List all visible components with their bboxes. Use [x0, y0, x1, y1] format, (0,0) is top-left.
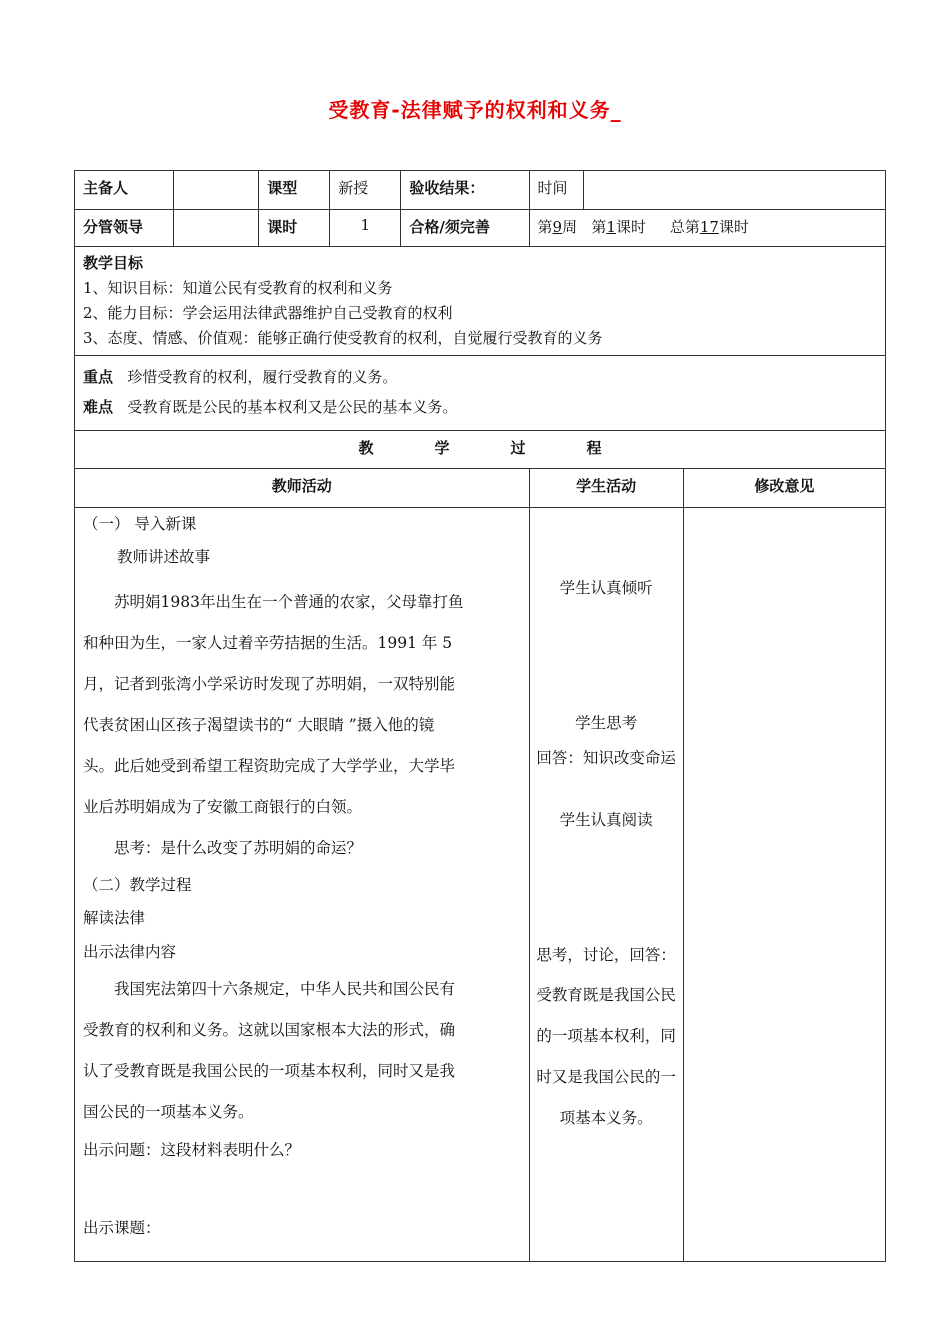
teacher-column-header [75, 469, 530, 508]
difficulty-text: 受教育既是公民的基本权利又是公民的基本义务。 [127, 398, 458, 416]
teacher-line: 业后苏明娟成为了安徽工商银行的白领。 [83, 798, 363, 816]
process-heading-cell [75, 431, 886, 469]
lesson-number: 1 [606, 218, 616, 236]
teacher-line: 认了受教育既是我国公民的一项基本权利，同时又是我 [83, 1062, 456, 1080]
teacher-line: 解读法律 [83, 909, 146, 927]
title-text: 受教育-法律赋予的权利和义务 [328, 98, 611, 122]
page-title [0, 94, 950, 123]
leader-label: 分管领导 [83, 218, 144, 236]
teacher-line: 出示法律内容 [83, 943, 177, 961]
revision-column-header [683, 469, 885, 508]
goal-attitude: 3、态度、情感、价值观：能够正确行使受教育的权利，自觉履行受教育的义务 [83, 329, 603, 347]
preparer-value-cell [174, 171, 259, 210]
teacher-line [83, 1167, 521, 1211]
check-label: 验收结果： [409, 179, 485, 197]
hours-value-cell [330, 210, 401, 247]
lesson-type-label-cell [259, 171, 330, 210]
schedule: 第9周 第1课时 总第17课时 [537, 218, 749, 236]
total-lesson-number: 17 [699, 218, 719, 236]
teacher-line: 出示问题：这段材料表明什么？ [83, 1141, 301, 1159]
lesson-plan-table [74, 170, 886, 1262]
teacher-line: （一） 导入新课 [83, 515, 197, 533]
teacher-activity-cell [75, 508, 530, 1262]
student-line: 回答：知识改变命运 [536, 749, 676, 767]
teacher-activity [75, 508, 529, 1245]
time-label: 时间 [537, 179, 568, 197]
student-activity-cell [529, 508, 683, 1262]
difficulty-label: 难点 [83, 398, 114, 416]
student-line: 受教育既是我国公民 [536, 986, 676, 1004]
preparer-label-cell [75, 171, 174, 210]
teacher-line: （二）教学过程 [83, 876, 192, 894]
student-line: 学生思考 [575, 714, 638, 732]
lesson-type-label: 课型 [267, 179, 298, 197]
key-point-label: 重点 [83, 368, 114, 386]
hours-label-cell [259, 210, 330, 247]
lesson-type-value: 新授 [338, 179, 369, 197]
teacher-line: 国公民的一项基本义务。 [83, 1103, 254, 1121]
teacher-line: 头。此后她受到希望工程资助完成了大学学业，大学毕 [83, 757, 456, 775]
leader-value-cell [174, 210, 259, 247]
student-column-header [529, 469, 683, 508]
student-line: 项基本义务。 [559, 1109, 653, 1127]
title-suffix: _ [610, 98, 622, 122]
goals-cell [75, 247, 886, 356]
student-line: 学生认真倾听 [559, 579, 653, 597]
teacher-line: 代表贫困山区孩子渴望读书的“ 大眼睛 ”摄入他的镜 [83, 716, 435, 734]
teacher-line: 教师讲述故事 [117, 548, 211, 566]
week-number: 9 [552, 218, 563, 236]
key-point [83, 362, 877, 392]
key-difficulty-cell [75, 356, 886, 431]
preparer-value [174, 171, 258, 183]
process-heading: 教 学 过 程 [358, 439, 602, 457]
revision-column-label: 修改意见 [754, 477, 815, 495]
student-line: 时又是我国公民的一 [536, 1068, 676, 1086]
student-line: 学生认真阅读 [559, 811, 653, 829]
teacher-line: 思考：是什么改变了苏明娟的命运？ [114, 839, 363, 857]
goal-ability: 2、能力目标：学会运用法律武器维护自己受教育的权利 [83, 304, 453, 322]
student-line: 的一项基本权利，同 [536, 1027, 676, 1045]
pass-label-cell [401, 210, 529, 247]
revision-text [684, 508, 885, 520]
teacher-line: 和种田为生，一家人过着辛劳拮据的生活。1991 年 5 [83, 634, 453, 652]
schedule-cell [529, 210, 885, 247]
lesson-type-value-cell [330, 171, 401, 210]
time-value-cell [583, 171, 885, 210]
check-label-cell [401, 171, 529, 210]
revision-cell [683, 508, 885, 1262]
student-line: 思考，讨论，回答： [536, 946, 676, 964]
leader-label-cell [75, 210, 174, 247]
key-point-text: 珍惜受教育的权利，履行受教育的义务。 [127, 368, 398, 386]
teacher-line: 月，记者到张湾小学采访时发现了苏明娟，一双特别能 [83, 675, 456, 693]
preparer-label: 主备人 [83, 179, 129, 197]
teacher-column-label: 教师活动 [271, 477, 332, 495]
pass-label: 合格/须完善 [409, 218, 490, 236]
leader-value [174, 210, 258, 222]
time-label-cell [529, 171, 583, 210]
goal-knowledge: 1、知识目标：知道公民有受教育的权利和义务 [83, 279, 393, 297]
hours-label: 课时 [267, 218, 298, 236]
teacher-line: 我国宪法第四十六条规定，中华人民共和国公民有 [114, 980, 456, 998]
student-column-label: 学生活动 [576, 477, 637, 495]
difficulty [83, 392, 877, 422]
hours-value: 1 [360, 216, 371, 234]
student-activity [530, 508, 683, 1258]
teacher-line: 受教育的权利和义务。这就以国家根本大法的形式，确 [83, 1021, 456, 1039]
teacher-line: 苏明娟1983年出生在一个普通的农家，父母靠打鱼 [114, 593, 464, 611]
teacher-line: 出示课题： [83, 1219, 161, 1237]
goals-heading: 教学目标 [83, 254, 144, 272]
